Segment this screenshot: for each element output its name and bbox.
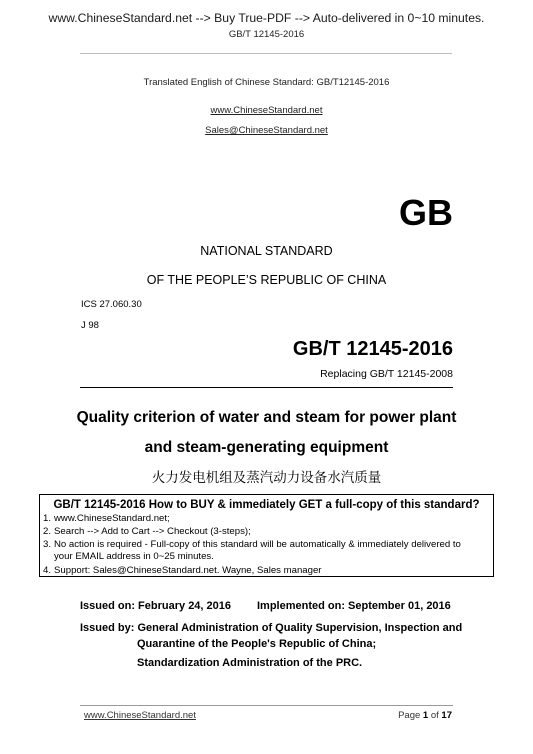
page-total: 17	[441, 710, 452, 721]
header-banner: www.ChineseStandard.net --> Buy True-PDF --> Auto-delivered in 0~10 minutes.	[48, 11, 485, 25]
footer-divider	[80, 705, 453, 706]
issuer-line1: Issued by: General Administration of Quality Supervision, Inspection and	[80, 622, 463, 634]
replacing-note: Replacing GB/T 12145-2008	[320, 368, 453, 380]
website-link-row	[0, 100, 533, 118]
step-number: 4.	[43, 565, 52, 576]
purchase-heading: GB/T 12145-2016 How to BUY & immediately GET a full-copy of this standard?	[53, 499, 480, 511]
step-text[interactable]: www.ChineseStandard.net;	[54, 513, 170, 524]
ics-code: ICS 27.060.30	[81, 299, 142, 310]
purchase-step-3	[43, 539, 483, 563]
header-doc-id: GB/T 12145-2016	[228, 29, 305, 40]
header-divider	[80, 53, 452, 54]
email-link[interactable]: Sales@ChineseStandard.net	[205, 125, 328, 136]
national-standard-line1: NATIONAL STANDARD	[200, 244, 333, 258]
footer-site-link[interactable]: www.ChineseStandard.net	[84, 710, 196, 721]
step-text: No action is required - Full-copy of this standard will be automatically & immediately delivered to your EMAIL address in 0~25 minutes.	[54, 539, 461, 562]
step-number: 1.	[43, 513, 52, 524]
gb-logo: GB	[399, 192, 453, 233]
step-text: Search --> Add to Cart --> Checkout (3-steps);	[54, 526, 251, 537]
issuer-line3: Standardization Administration of the PRC.	[137, 657, 363, 669]
document-title-line1: Quality criterion of water and steam for power plant	[76, 409, 457, 426]
email-link-row	[0, 120, 533, 138]
step-number: 2.	[43, 526, 52, 537]
implemented-date: Implemented on: September 01, 2016	[257, 600, 451, 612]
purchase-step-4	[43, 565, 483, 577]
title-divider	[80, 387, 453, 388]
chinese-title: 火力发电机组及蒸汽动力设备水汽质量	[151, 470, 382, 486]
document-title-line2: and steam-generating equipment	[144, 439, 389, 456]
national-standard-line2: OF THE PEOPLE’S REPUBLIC OF CHINA	[146, 273, 387, 287]
page-sep: of	[428, 710, 442, 721]
page-prefix: Page	[398, 710, 423, 721]
purchase-step-2	[43, 526, 483, 538]
website-link[interactable]: www.ChineseStandard.net	[210, 105, 323, 116]
ccs-code: J 98	[81, 320, 99, 331]
step-number: 3.	[43, 539, 52, 550]
step-text: Support: Sales@ChineseStandard.net. Wayne, Sales manager	[54, 565, 322, 576]
page-indicator	[398, 710, 452, 721]
issued-date: Issued on: February 24, 2016	[80, 600, 232, 612]
translation-note: Translated English of Chinese Standard: GB/T12145-2016	[143, 77, 390, 88]
purchase-step-1	[43, 513, 483, 525]
page-current: 1	[422, 710, 429, 721]
issuer-line2: Quarantine of the People's Republic of China;	[137, 638, 377, 650]
standard-code: GB/T 12145-2016	[292, 338, 453, 360]
